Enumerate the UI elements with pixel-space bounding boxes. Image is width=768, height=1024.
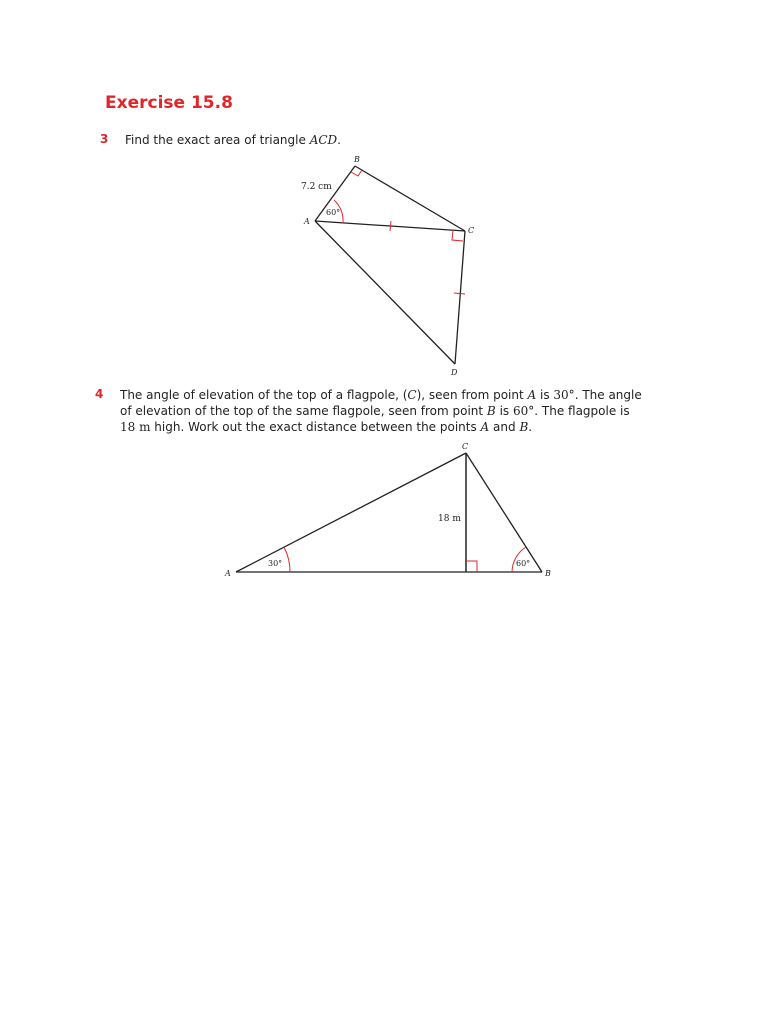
q3-label-b: B [354,155,360,164]
q3-label-d: D [451,368,458,377]
q4-line1-c: C [407,388,417,402]
q4-line3-end: . [528,420,533,434]
q4-line1-deg: 30° [553,388,575,402]
q4-line1-pa: A [527,388,537,402]
q4-line2-is: is [495,404,513,418]
q4-line1-b: ), seen from point [416,388,528,402]
q4-side-cb [466,453,542,572]
q4-diagram [224,442,551,578]
exercise-title: Exercise 15.8 [105,93,233,113]
q3-side-ad [315,221,455,364]
q4-line2-pb: B [486,404,496,418]
q4-line2-end: . The flagpole is [534,404,630,418]
q3-tick-cd [454,293,465,294]
q4-label-c: C [462,442,469,451]
q4-line3-a: high. Work out the exact distance between the points [150,420,481,434]
q4-side-ac [236,453,466,572]
q3-right-angle-b [351,170,362,176]
q3-text-math: ACD [309,133,338,147]
q4-label-a: A [225,569,231,578]
q4-line3-pb: B [519,420,529,434]
q4-line3-and: and [489,420,520,434]
q4-label-b: B [545,569,551,578]
q4-line3-pa: A [480,420,490,434]
q3-side-bc [355,166,465,231]
q3-label-c: C [468,226,475,235]
q4-line1-end: . The angle [574,388,642,402]
q4-angle-arc-a [284,547,290,572]
q4-angle-label-b: 60° [516,559,531,568]
q3-text-before: Find the exact area of triangle [125,133,310,147]
q4-line1-is: is [536,388,554,402]
question-4-number: 4 [95,387,104,401]
q4-angle-label-a: 30° [268,559,283,568]
q3-label-a: A [304,217,310,226]
q4-height-label: 18 m [438,514,461,524]
q3-text-after: . [337,133,341,147]
q4-right-angle [466,561,477,572]
q4-line2-a: of elevation of the top of the same flagpole, seen from point [120,404,487,418]
q4-line3-h: 18 m [120,420,151,434]
q4-line2-deg: 60° [512,404,535,418]
question-3-number: 3 [100,132,109,146]
q4-line1-a: The angle of elevation of the top of a flagpole, ( [120,388,408,402]
q3-tick-ac [390,221,391,231]
q3-angle-label-a: 60° [326,208,341,217]
q3-side-cd [455,231,465,364]
q3-right-angle-c [452,230,463,241]
q3-side-label-ab: 7.2 cm [301,182,332,192]
q3-diagram [301,155,474,377]
